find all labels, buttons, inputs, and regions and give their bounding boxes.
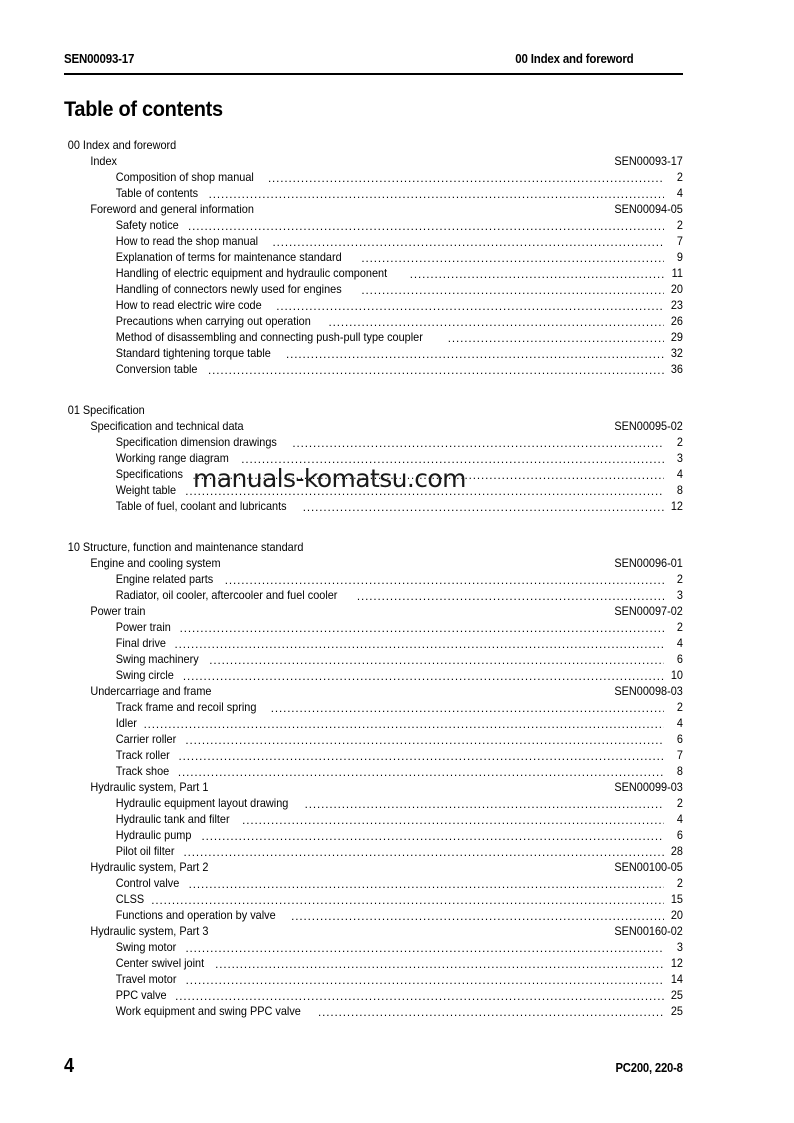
toc-group-heading[interactable]: [64, 780, 683, 796]
toc-entry-page-number: 3: [676, 589, 683, 602]
toc-entry[interactable]: [64, 234, 683, 250]
toc-group-title: Undercarriage and frame: [90, 685, 212, 698]
toc-entry-label: Idler: [115, 717, 137, 730]
running-header: [64, 52, 633, 66]
dot-leader: [448, 333, 664, 344]
dot-leader: [144, 719, 664, 730]
toc-group-title: Hydraulic system, Part 1: [90, 781, 209, 794]
toc-group-document-code: SEN00098-03: [614, 685, 683, 698]
dot-leader: [329, 317, 664, 328]
toc-entry-label: Conversion table: [115, 363, 198, 376]
toc-entry-label: PPC valve: [115, 989, 167, 1002]
toc-group-heading[interactable]: [64, 860, 683, 876]
toc-section-heading: [64, 540, 683, 556]
toc-entry-label: Safety notice: [115, 219, 179, 232]
toc-entry-label: Precautions when carrying out operation: [115, 315, 311, 328]
toc-entry-label: Travel motor: [115, 973, 177, 986]
toc-group-document-code: SEN00096-01: [614, 557, 683, 570]
toc-group-heading[interactable]: [64, 202, 683, 218]
toc-entry[interactable]: [64, 844, 683, 860]
toc-entry-page-number: 3: [676, 452, 683, 465]
toc-entry-label: Swing machinery: [115, 653, 199, 666]
toc-group-document-code: SEN00160-02: [614, 925, 683, 938]
toc-group-heading[interactable]: [64, 684, 683, 700]
toc-entry-page-number: 28: [670, 845, 683, 858]
toc-entry[interactable]: [64, 250, 683, 266]
dot-leader: [185, 735, 664, 746]
toc-entry-page-number: 2: [676, 219, 683, 232]
table-of-contents: [64, 138, 683, 1020]
dot-leader: [410, 269, 664, 280]
toc-group-heading[interactable]: [64, 604, 683, 620]
toc-group-title: Engine and cooling system: [90, 557, 221, 570]
toc-entry-page-number: 2: [676, 171, 683, 184]
toc-entry-page-number: 32: [670, 347, 683, 360]
toc-entry-label: Explanation of terms for maintenance standard: [115, 251, 342, 264]
dot-leader: [188, 221, 664, 232]
toc-section-heading: [64, 138, 683, 154]
toc-entry-page-number: 12: [670, 957, 683, 970]
toc-entry-label: Pilot oil filter: [115, 845, 175, 858]
dot-leader: [180, 623, 664, 634]
toc-group-document-code: SEN00097-02: [614, 605, 683, 618]
toc-entry[interactable]: [64, 186, 683, 202]
dot-leader: [225, 575, 664, 586]
toc-section-heading: [64, 403, 683, 419]
toc-entry[interactable]: [64, 314, 683, 330]
dot-leader: [271, 703, 664, 714]
toc-section-title: 01 Specification: [67, 404, 145, 417]
toc-entry-label: Final drive: [115, 637, 166, 650]
toc-entry-label: Work equipment and swing PPC valve: [115, 1005, 301, 1018]
dot-leader: [357, 591, 664, 602]
toc-entry-label: Track frame and recoil spring: [115, 701, 257, 714]
dot-leader: [175, 991, 664, 1002]
toc-entry-label: Engine related parts: [115, 573, 214, 586]
toc-entry-label: Hydraulic equipment layout drawing: [115, 797, 289, 810]
toc-entry-label: How to read the shop manual: [115, 235, 259, 248]
dot-leader: [178, 767, 664, 778]
toc-entry-page-number: 2: [676, 621, 683, 634]
toc-entry-page-number: 8: [676, 765, 683, 778]
toc-entry[interactable]: [64, 1004, 683, 1020]
toc-group-heading[interactable]: [64, 924, 683, 940]
toc-entry-page-number: 4: [676, 637, 683, 650]
toc-entry-page-number: 2: [676, 573, 683, 586]
toc-entry[interactable]: [64, 956, 683, 972]
toc-entry-page-number: 25: [670, 989, 683, 1002]
toc-entry-label: Carrier roller: [115, 733, 177, 746]
toc-entry[interactable]: [64, 972, 683, 988]
toc-entry[interactable]: [64, 908, 683, 924]
toc-entry-label: Working range diagram: [115, 452, 229, 465]
dot-leader: [185, 943, 664, 954]
dot-leader: [183, 671, 664, 682]
toc-group-heading[interactable]: [64, 556, 683, 572]
toc-entry-page-number: 6: [676, 733, 683, 746]
dot-leader: [202, 831, 664, 842]
toc-group-title: Specification and technical data: [90, 420, 244, 433]
toc-entry-label: Table of contents: [115, 187, 199, 200]
toc-entry-label: Specifications: [115, 468, 183, 481]
dot-leader: [215, 959, 664, 970]
toc-entry-label: Functions and operation by valve: [115, 909, 276, 922]
toc-group-title: Hydraulic system, Part 2: [90, 861, 209, 874]
toc-entry-page-number: 3: [676, 941, 683, 954]
toc-group-title: Foreword and general information: [90, 203, 254, 216]
header-section-title: 00 Index and foreword: [515, 52, 634, 66]
dot-leader: [268, 173, 664, 184]
dot-leader: [303, 502, 664, 513]
toc-entry[interactable]: [64, 298, 683, 314]
toc-entry-page-number: 14: [670, 973, 683, 986]
dot-leader: [174, 639, 664, 650]
toc-group-document-code: SEN00095-02: [614, 420, 683, 433]
toc-entry[interactable]: [64, 435, 683, 451]
dot-leader: [209, 655, 664, 666]
toc-group-document-code: SEN00099-03: [614, 781, 683, 794]
toc-entry-label: Composition of shop manual: [115, 171, 254, 184]
toc-entry-page-number: 29: [670, 331, 683, 344]
toc-entry[interactable]: [64, 668, 683, 684]
toc-group-title: Power train: [90, 605, 146, 618]
toc-entry-page-number: 11: [671, 267, 683, 280]
toc-entry[interactable]: [64, 588, 683, 604]
toc-entry-page-number: 2: [676, 701, 683, 714]
dot-leader: [276, 301, 664, 312]
toc-entry-label: Center swivel joint: [115, 957, 205, 970]
toc-entry-label: CLSS: [115, 893, 145, 906]
toc-entry[interactable]: [64, 620, 683, 636]
toc-entry[interactable]: [64, 282, 683, 298]
toc-entry-page-number: 26: [670, 315, 683, 328]
toc-entry-page-number: 6: [676, 653, 683, 666]
toc-entry[interactable]: [64, 572, 683, 588]
dot-leader: [151, 895, 664, 906]
toc-entry-page-number: 36: [670, 363, 683, 376]
dot-leader: [272, 237, 664, 248]
dot-leader: [209, 189, 664, 200]
dot-leader: [291, 911, 664, 922]
toc-entry[interactable]: [64, 988, 683, 1004]
toc-entry[interactable]: [64, 362, 683, 378]
dot-leader: [305, 799, 664, 810]
toc-entry[interactable]: [64, 170, 683, 186]
toc-entry-label: Handling of connectors newly used for engines: [115, 283, 342, 296]
toc-entry[interactable]: [64, 940, 683, 956]
toc-entry[interactable]: [64, 764, 683, 780]
toc-entry-label: Weight table: [115, 484, 177, 497]
toc-entry-page-number: 6: [676, 829, 683, 842]
toc-section-title: 10 Structure, function and maintenance standard: [67, 541, 304, 554]
dot-leader: [184, 847, 665, 858]
watermark: manuals-komatsu.com: [193, 464, 466, 493]
toc-entry-page-number: 2: [676, 436, 683, 449]
toc-entry-label: Hydraulic tank and filter: [115, 813, 230, 826]
dot-leader: [361, 285, 664, 296]
dot-leader: [241, 454, 664, 465]
toc-entry-label: Power train: [115, 621, 171, 634]
toc-entry[interactable]: [64, 499, 683, 515]
toc-group-document-code: SEN00093-17: [614, 155, 683, 168]
header-rule: [64, 73, 683, 75]
toc-entry-page-number: 2: [676, 877, 683, 890]
toc-entry[interactable]: [64, 892, 683, 908]
toc-entry-label: Table of fuel, coolant and lubricants: [115, 500, 287, 513]
dot-leader: [242, 815, 664, 826]
dot-leader: [208, 365, 664, 376]
toc-entry[interactable]: [64, 796, 683, 812]
toc-entry[interactable]: [64, 330, 683, 346]
toc-section: [64, 540, 683, 1020]
toc-entry-page-number: 12: [670, 500, 683, 513]
toc-entry-label: Hydraulic pump: [115, 829, 192, 842]
toc-entry[interactable]: [64, 732, 683, 748]
toc-entry[interactable]: [64, 812, 683, 828]
toc-entry-page-number: 8: [676, 484, 683, 497]
toc-group-document-code: SEN00100-05: [614, 861, 683, 874]
toc-group-title: Index: [90, 155, 117, 168]
toc-group-title: Hydraulic system, Part 3: [90, 925, 209, 938]
toc-entry-page-number: 10: [670, 669, 683, 682]
toc-group-document-code: SEN00094-05: [614, 203, 683, 216]
toc-section-title: 00 Index and foreword: [67, 139, 177, 152]
toc-entry-label: Method of disassembling and connecting push-pull type coupler: [115, 331, 423, 344]
dot-leader: [318, 1007, 664, 1018]
footer-page-number: 4: [64, 1055, 75, 1077]
toc-entry-label: Radiator, oil cooler, aftercooler and fuel cooler: [115, 589, 338, 602]
toc-entry[interactable]: [64, 266, 683, 282]
toc-entry-label: Control valve: [115, 877, 180, 890]
dot-leader: [189, 879, 664, 890]
toc-entry-page-number: 4: [676, 717, 683, 730]
toc-section: [64, 138, 683, 378]
dot-leader: [361, 253, 664, 264]
toc-entry[interactable]: [64, 346, 683, 362]
toc-entry[interactable]: [64, 828, 683, 844]
toc-entry-page-number: 9: [676, 251, 683, 264]
toc-group-heading[interactable]: [64, 419, 683, 435]
toc-entry[interactable]: [64, 748, 683, 764]
toc-entry-page-number: 15: [670, 893, 683, 906]
toc-entry[interactable]: [64, 700, 683, 716]
toc-entry-label: Track roller: [115, 749, 170, 762]
toc-section: [64, 403, 683, 515]
toc-entry-label: Swing motor: [115, 941, 177, 954]
toc-entry-label: Specification dimension drawings: [115, 436, 277, 449]
dot-leader: [286, 349, 664, 360]
toc-entry-page-number: 20: [670, 283, 683, 296]
toc-entry-page-number: 7: [676, 749, 683, 762]
toc-entry-page-number: 25: [670, 1005, 683, 1018]
toc-entry-page-number: 2: [676, 797, 683, 810]
toc-entry[interactable]: [64, 636, 683, 652]
page-title: Table of contents: [64, 98, 223, 121]
dot-leader: [179, 751, 664, 762]
toc-entry-page-number: 4: [676, 468, 683, 481]
dot-leader: [292, 438, 664, 449]
header-document-code: SEN00093-17: [64, 52, 135, 66]
toc-entry-page-number: 4: [676, 813, 683, 826]
toc-entry-label: Swing circle: [115, 669, 174, 682]
toc-entry-page-number: 4: [676, 187, 683, 200]
toc-entry-page-number: 7: [676, 235, 683, 248]
toc-entry-label: Handling of electric equipment and hydraulic component: [115, 267, 388, 280]
toc-entry-label: Standard tightening torque table: [115, 347, 271, 360]
toc-entry[interactable]: [64, 716, 683, 732]
dot-leader: [186, 975, 664, 986]
toc-entry[interactable]: [64, 876, 683, 892]
toc-entry-label: How to read electric wire code: [115, 299, 262, 312]
toc-entry[interactable]: [64, 218, 683, 234]
toc-entry-page-number: 20: [670, 909, 683, 922]
toc-entry-label: Track shoe: [115, 765, 170, 778]
toc-entry-page-number: 23: [670, 299, 683, 312]
footer-model-name: PC200, 220-8: [615, 1061, 683, 1075]
toc-entry[interactable]: [64, 652, 683, 668]
toc-group-heading[interactable]: [64, 154, 683, 170]
